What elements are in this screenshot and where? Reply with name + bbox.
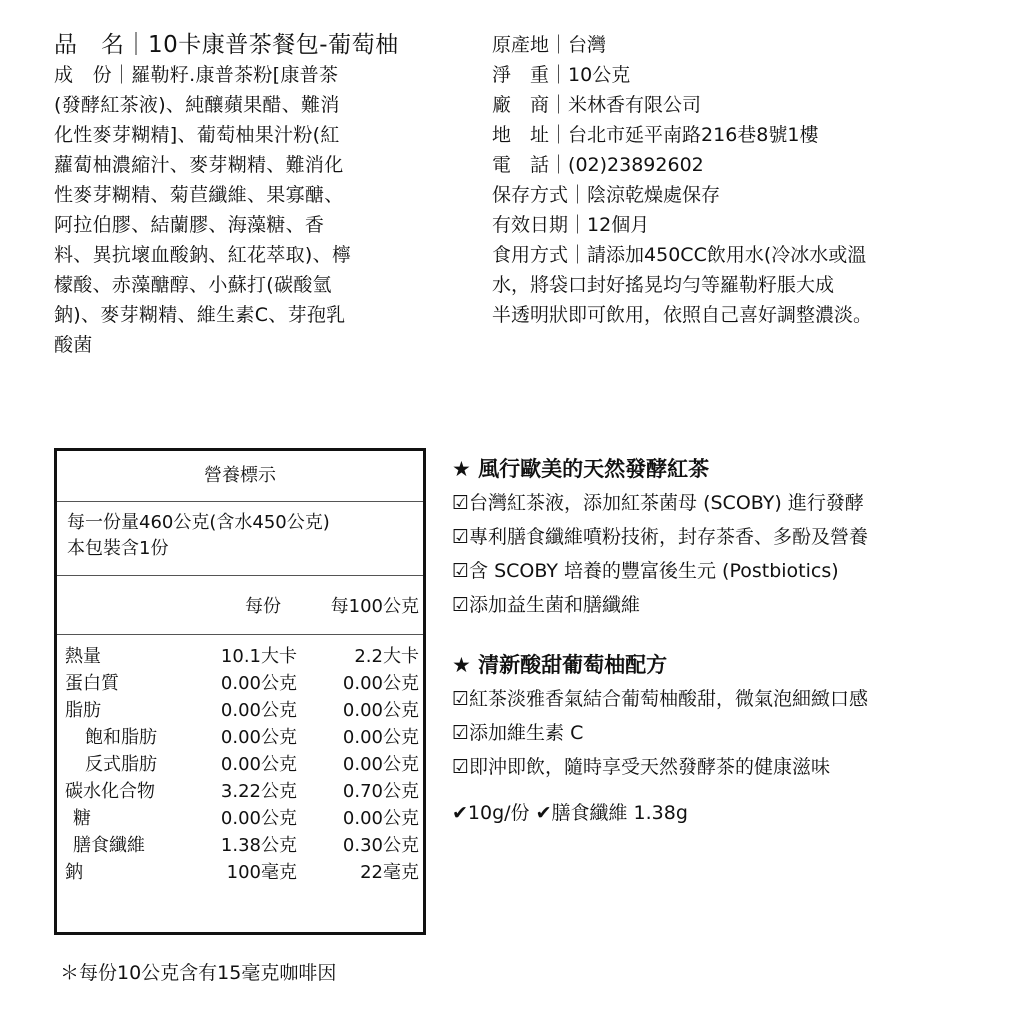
per-serving-value: 0.00公克 xyxy=(220,673,297,694)
per-100g-value: 2.2大卡 xyxy=(354,646,419,667)
caffeine-note: ＊每份10公克含有15毫克咖啡因 xyxy=(60,962,337,984)
product-name-label: 品 名 xyxy=(54,32,125,58)
checkbox-icon: ☑ xyxy=(452,492,470,514)
checkbox-icon: ☑ xyxy=(452,756,470,778)
info-phone: 電 話｜(02)23892602 xyxy=(492,154,704,176)
servings-per-pack: 本包裝含1份 xyxy=(67,538,169,559)
feature-item: ☑添加益生菌和膳纖維 xyxy=(452,594,641,616)
feature-item: ☑添加維生素 C xyxy=(452,722,584,744)
nutrition-row xyxy=(57,697,423,724)
per-100g-value: 0.00公克 xyxy=(342,754,419,775)
per-100g-value: 0.00公克 xyxy=(342,808,419,829)
product-name-line xyxy=(54,30,454,60)
nutrition-row xyxy=(57,859,423,886)
nutrient-name: 膳食纖維 xyxy=(73,835,145,856)
checkbox-icon: ☑ xyxy=(452,526,470,548)
feature-heading: ★ 清新酸甜葡萄柚配方 xyxy=(452,653,668,677)
ingredients-line: 阿拉伯膠、結蘭膠、海藻糖、香 xyxy=(54,214,325,236)
per-serving-value: 1.38公克 xyxy=(220,835,297,856)
nutrient-name: 熱量 xyxy=(65,646,101,667)
feature-item: ☑含 SCOBY 培養的豐富後生元 (Postbiotics) xyxy=(452,560,839,582)
nutrition-title: 營養標示 xyxy=(57,451,423,502)
feature-item: ☑台灣紅茶液，添加紅茶菌母 (SCOBY) 進行發酵 xyxy=(452,492,864,514)
per-serving-value: 0.00公克 xyxy=(220,727,297,748)
info-usage: 食用方式｜請添加450CC飲用水(冷冰水或溫 xyxy=(492,244,867,266)
info-address: 地 址｜台北市延平南路216巷8號1樓 xyxy=(492,124,819,146)
per-serving-value: 0.00公克 xyxy=(220,808,297,829)
check-line: ✔10g/份 ✔膳食纖維 1.38g xyxy=(452,802,688,824)
separator: ｜ xyxy=(111,64,132,86)
ingredients-line: 酸菌 xyxy=(54,334,93,356)
per-100g-value: 22毫克 xyxy=(360,862,419,883)
nutrient-name: 脂肪 xyxy=(65,700,101,721)
nutrition-row xyxy=(57,832,423,859)
nutrition-row xyxy=(57,643,423,670)
ingredients-line: (發酵紅茶液)、純釀蘋果醋、難消 xyxy=(54,94,340,116)
col-per-serving: 每份 xyxy=(245,596,281,617)
feature-item: ☑紅茶淡雅香氣結合葡萄柚酸甜，微氣泡細緻口感 xyxy=(452,688,869,710)
info-origin: 原產地｜台灣 xyxy=(492,34,607,56)
nutrient-name: 蛋白質 xyxy=(65,673,119,694)
nutrient-name: 碳水化合物 xyxy=(65,781,155,802)
per-100g-value: 0.30公克 xyxy=(342,835,419,856)
nutrition-row xyxy=(57,751,423,778)
nutrition-header xyxy=(57,576,423,635)
info-storage: 保存方式｜陰涼乾燥處保存 xyxy=(492,184,721,206)
info-usage-cont: 半透明狀即可飲用，依照自己喜好調整濃淡。 xyxy=(492,304,873,326)
ingredients-line: 性麥芽糊精、菊苣纖維、果寡醣、 xyxy=(54,184,344,206)
per-serving-value: 0.00公克 xyxy=(220,754,297,775)
ingredients-line: 鈉)、麥芽糊精、維生素C、芽孢乳 xyxy=(54,304,346,326)
nutrition-row xyxy=(57,670,423,697)
ingredients-line: 成 份｜羅勒籽.康普茶粉[康普茶 xyxy=(54,64,339,86)
feature-item: ☑即沖即飲，隨時享受天然發酵茶的健康滋味 xyxy=(452,756,831,778)
checkbox-icon: ☑ xyxy=(452,722,470,744)
info-expiry: 有效日期｜12個月 xyxy=(492,214,650,236)
nutrition-row xyxy=(57,778,423,805)
product-info xyxy=(492,30,1012,330)
nutrient-name: 糖 xyxy=(73,808,91,829)
nutrition-row xyxy=(57,724,423,751)
per-serving-value: 3.22公克 xyxy=(220,781,297,802)
features xyxy=(452,452,1022,830)
ingredients-line: 檬酸、赤藻醣醇、小蘇打(碳酸氫 xyxy=(54,274,332,296)
nutrient-name: 反式脂肪 xyxy=(85,754,157,775)
per-100g-value: 0.00公克 xyxy=(342,727,419,748)
feature-heading: ★ 風行歐美的天然發酵紅茶 xyxy=(452,457,710,481)
feature-item: ☑專利膳食纖維噴粉技術，封存茶香、多酚及營養 xyxy=(452,526,869,548)
ingredients-line: 料、異抗壞血酸鈉、紅花萃取)、檸 xyxy=(54,244,352,266)
product-block xyxy=(54,30,454,360)
per-100g-value: 0.00公克 xyxy=(342,700,419,721)
per-100g-value: 0.70公克 xyxy=(342,781,419,802)
checkbox-icon: ☑ xyxy=(452,560,470,582)
per-serving-value: 10.1大卡 xyxy=(220,646,297,667)
nutrition-serving xyxy=(57,502,423,576)
nutrition-facts-table xyxy=(54,448,426,935)
serving-size: 每一份量460公克(含水450公克) xyxy=(67,512,330,533)
info-weight: 淨 重｜10公克 xyxy=(492,64,631,86)
ingredients-line: 化性麥芽糊精]、葡萄柚果汁粉(紅 xyxy=(54,124,340,146)
star-icon: ★ xyxy=(452,653,471,677)
star-icon: ★ xyxy=(452,457,471,481)
info-usage-cont: 水，將袋口封好搖晃均勻等羅勒籽脹大成 xyxy=(492,274,835,296)
per-serving-value: 0.00公克 xyxy=(220,700,297,721)
product-name: 10卡康普茶餐包-葡萄柚 xyxy=(148,32,399,58)
ingredients-label: 成 份 xyxy=(54,64,112,86)
info-manufacturer: 廠 商｜米林香有限公司 xyxy=(492,94,702,116)
per-100g-value: 0.00公克 xyxy=(342,673,419,694)
col-per-100g: 每100公克 xyxy=(330,596,419,617)
nutrition-row xyxy=(57,805,423,832)
nutrient-name: 鈉 xyxy=(65,862,83,883)
nutrient-name: 飽和脂肪 xyxy=(85,727,157,748)
nutrition-rows xyxy=(57,635,423,886)
checkbox-icon: ☑ xyxy=(452,594,470,616)
checkbox-icon: ☑ xyxy=(452,688,470,710)
ingredients-line: 蘿蔔柚濃縮汁、麥芽糊精、難消化 xyxy=(54,154,344,176)
per-serving-value: 100毫克 xyxy=(226,862,297,883)
ingredients xyxy=(54,60,454,360)
separator: ｜ xyxy=(124,32,148,58)
